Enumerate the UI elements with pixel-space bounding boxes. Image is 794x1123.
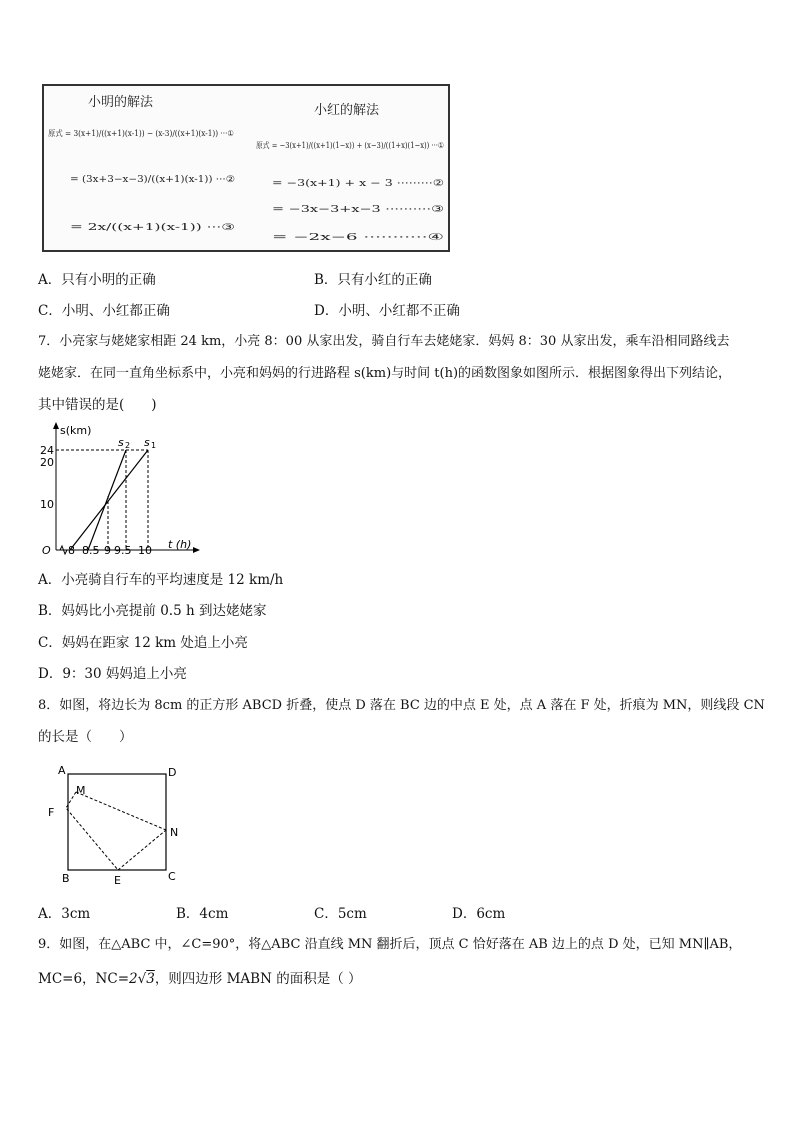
q6-option-d: D．小明、小红都不正确 <box>314 303 460 319</box>
y-axis-arrow <box>53 422 59 429</box>
xtick-8: 8 <box>68 544 75 557</box>
label-a: A <box>58 764 66 777</box>
y-axis-label: s(km) <box>60 424 92 437</box>
q7-distance-time-graph <box>36 420 216 560</box>
q7-option-c: C．妈妈在距家 12 km 处追上小亮 <box>38 635 248 651</box>
origin-label: O <box>42 544 51 557</box>
q8-option-c: C．5cm <box>314 906 367 922</box>
ytick-20: 20 <box>40 456 54 469</box>
q7-option-b: B．妈妈比小亮提前 0.5 h 到达姥姥家 <box>38 603 267 619</box>
q7-option-d: D．9：30 妈妈追上小亮 <box>38 666 187 682</box>
q9-stem-line2 <box>38 969 362 989</box>
xtick-10: 10 <box>138 544 152 557</box>
q6-option-b: B．只有小红的正确 <box>314 272 432 288</box>
xtick-9-5: 9.5 <box>114 544 132 557</box>
folded-part <box>66 792 118 870</box>
s2-label: s <box>118 436 124 449</box>
q7-stem-line2: 姥姥家．在同一直角坐标系中，小亮和妈妈的行进路程 s(km)与时间 t(h)的函数图象如图所示．根据图象得出下列结论， <box>38 366 732 381</box>
s1-line <box>70 450 148 550</box>
xtick-9: 9 <box>104 544 111 557</box>
xiaoming-line3: = 2x/((x+1)(x-1)) ···③ <box>70 223 167 233</box>
s2-subscript: 2 <box>125 441 131 450</box>
q9-line2-prefix: MC=6，NC= <box>38 971 130 987</box>
label-b: B <box>62 872 70 885</box>
sqrt-symbol: √ <box>137 971 147 987</box>
xtick-8-5: 8.5 <box>82 544 100 557</box>
ytick-24: 24 <box>40 444 54 457</box>
xiaohong-line4: = −2x−6 ···········④ <box>272 232 445 243</box>
q9-line2-suffix: ，则四边形 MABN 的面积是（ ） <box>154 971 362 987</box>
q8-option-d: D．6cm <box>452 906 506 922</box>
s1-subscript: 1 <box>151 441 157 450</box>
xiaoming-title: 小明的解法 <box>88 95 154 110</box>
q8-square-fold-figure <box>40 760 200 890</box>
q7-stem-line1: 7．小亮家与姥姥家相距 24 km，小亮 8：00 从家出发，骑自行车去姥姥家．妈妈 8：30 从家出发，乘车沿相同路线去 <box>38 334 730 349</box>
x-axis-label: t (h) <box>168 538 192 551</box>
handwritten-solutions-image <box>42 84 478 252</box>
label-e: E <box>114 874 121 887</box>
handwritten-solutions-drawing <box>44 86 478 250</box>
q7-option-a: A．小亮骑自行车的平均速度是 12 km/h <box>38 572 284 588</box>
q8-option-a: A．3cm <box>38 906 91 922</box>
s2-line <box>88 450 126 550</box>
label-f: F <box>48 806 55 819</box>
xiaoming-line2: = (3x+3−x−3)/((x+1)(x-1)) ···② <box>70 175 214 185</box>
q9-stem-line1: 9．如图，在△ABC 中，∠C=90°，将△ABC 沿直线 MN 翻折后，顶点 C 恰好落在 AB 边上的点 D 处，已知 MN∥AB， <box>38 937 742 952</box>
q7-stem-line3: 其中错误的是( ) <box>38 397 157 413</box>
q8-stem-line2: 的长是（ ） <box>38 729 133 745</box>
segment-en <box>118 830 166 870</box>
s1-label: s <box>144 436 150 449</box>
q8-stem-line1: 8．如图，将边长为 8cm 的正方形 ABCD 折叠，使点 D 落在 BC 边的中点 E 处，点 A 落在 F 处，折痕为 MN，则线段 CN <box>38 698 765 713</box>
xiaoming-line1: 原式 = 3(x+1)/((x+1)(x-1)) − (x-3)/((x+1)(x-1)) ···① <box>48 128 234 138</box>
q9-radical-coef: 2 <box>129 971 138 987</box>
q8-option-b: B．4cm <box>176 906 229 922</box>
q6-option-a: A．只有小明的正确 <box>38 272 156 288</box>
label-c: C <box>168 870 176 883</box>
label-d: D <box>168 766 177 779</box>
xiaohong-line2: = −3(x+1) + x − 3 ·········② <box>272 178 445 189</box>
xiaohong-line1: 原式 = −3(x+1)/((x+1)(1−x)) + (x−3)/((1+x)(1−x)) ···① <box>256 141 478 150</box>
x-axis-arrow <box>193 547 200 553</box>
fold-crease-mn <box>76 792 166 830</box>
label-m: M <box>76 784 86 797</box>
q9-radicand: 3 <box>146 971 155 987</box>
label-n: N <box>170 826 179 839</box>
ytick-10: 10 <box>40 498 54 511</box>
xiaohong-title: 小红的解法 <box>314 103 380 118</box>
q6-option-c: C．小明、小红都正确 <box>38 303 170 319</box>
xiaohong-line3: = −3x−3+x−3 ··········③ <box>272 204 445 215</box>
